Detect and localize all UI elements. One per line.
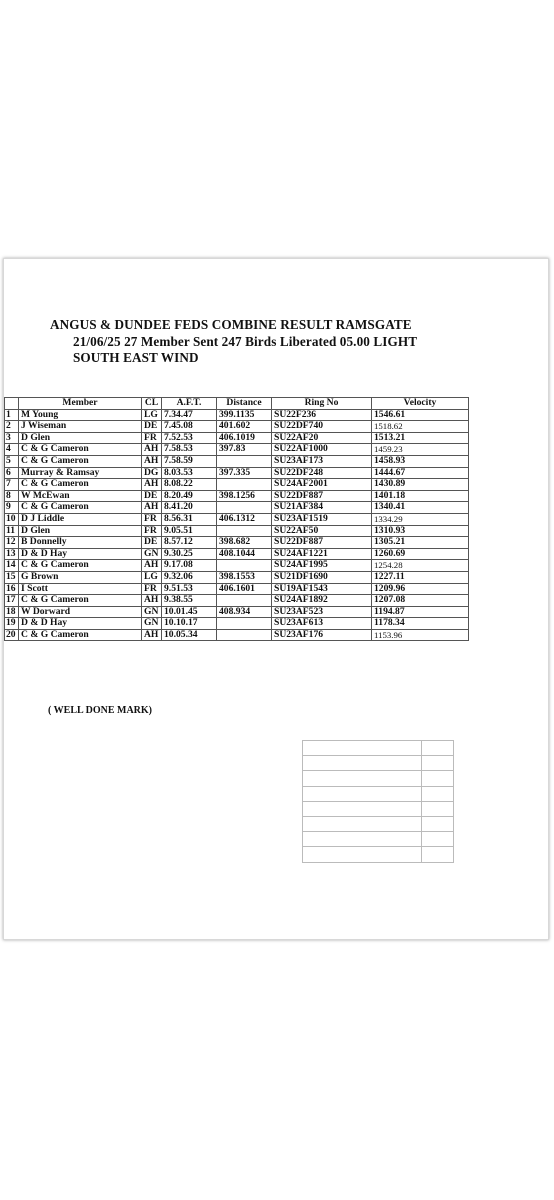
cell-aft: 7.34.47: [162, 409, 217, 421]
cell-distance: 408.1044: [217, 548, 272, 560]
cell-member: C & G Cameron: [19, 479, 142, 491]
cell-position: 8: [5, 490, 19, 502]
cell-cl: FR: [142, 583, 162, 595]
cell-velocity: 1227.11: [372, 571, 469, 583]
grid-cell: [422, 741, 454, 756]
heading-line-3: SOUTH EAST WIND: [73, 350, 199, 365]
cell-ring-no: SU22AF20: [272, 432, 372, 444]
header-ring-no: Ring No: [272, 398, 372, 410]
table-row: [5, 490, 469, 502]
cell-member: D Glen: [19, 432, 142, 444]
cell-position: 7: [5, 479, 19, 491]
table-row: [5, 595, 469, 607]
cell-ring-no: SU21DF1690: [272, 571, 372, 583]
grid-cell: [422, 771, 454, 786]
heading-line-1: ANGUS & DUNDEE FEDS COMBINE RESULT RAMSGATE: [50, 317, 412, 332]
table-row: [5, 629, 469, 641]
cell-distance: 406.1312: [217, 513, 272, 525]
cell-distance: [217, 618, 272, 630]
cell-position: 15: [5, 571, 19, 583]
cell-distance: [217, 629, 272, 641]
table-header-row: [5, 398, 469, 410]
table-row: [5, 571, 469, 583]
result-heading: [50, 317, 530, 367]
grid-cell: [422, 816, 454, 831]
table-row: [5, 409, 469, 421]
cell-velocity: 1430.89: [372, 479, 469, 491]
grid-row: [303, 801, 454, 816]
grid-cell: [303, 816, 422, 831]
cell-cl: GN: [142, 618, 162, 630]
grid-cell: [422, 847, 454, 862]
grid-cell: [303, 832, 422, 847]
cell-cl: FR: [142, 513, 162, 525]
grid-row: [303, 741, 454, 756]
cell-member: C & G Cameron: [19, 502, 142, 514]
cell-aft: 7.58.59: [162, 455, 217, 467]
cell-position: 17: [5, 595, 19, 607]
cell-position: 14: [5, 560, 19, 572]
cell-member: M Young: [19, 409, 142, 421]
cell-velocity: 1513.21: [372, 432, 469, 444]
cell-cl: AH: [142, 595, 162, 607]
header-member: Member: [19, 398, 142, 410]
cell-position: 6: [5, 467, 19, 479]
cell-aft: 9.51.53: [162, 583, 217, 595]
cell-distance: 406.1019: [217, 432, 272, 444]
cell-ring-no: SU23AF176: [272, 629, 372, 641]
grid-cell: [422, 801, 454, 816]
cell-aft: 10.10.17: [162, 618, 217, 630]
cell-aft: 9.05.51: [162, 525, 217, 537]
table-row: [5, 513, 469, 525]
header-aft: A.F.T.: [162, 398, 217, 410]
grid-cell: [303, 771, 422, 786]
grid-cell: [422, 832, 454, 847]
cell-ring-no: SU24AF1892: [272, 595, 372, 607]
cell-member: D & D Hay: [19, 618, 142, 630]
cell-position: 13: [5, 548, 19, 560]
table-row: [5, 618, 469, 630]
cell-aft: 8.03.53: [162, 467, 217, 479]
cell-velocity: 1458.93: [372, 455, 469, 467]
cell-aft: 9.17.08: [162, 560, 217, 572]
cell-distance: 398.1553: [217, 571, 272, 583]
cell-ring-no: SU23AF613: [272, 618, 372, 630]
grid-row: [303, 756, 454, 771]
cell-cl: GN: [142, 548, 162, 560]
cell-distance: [217, 595, 272, 607]
cell-cl: AH: [142, 560, 162, 572]
cell-velocity: 1459.23: [372, 444, 469, 456]
cell-member: D & D Hay: [19, 548, 142, 560]
cell-member: D Glen: [19, 525, 142, 537]
table-row: [5, 479, 469, 491]
cell-member: W Dorward: [19, 606, 142, 618]
cell-distance: 408.934: [217, 606, 272, 618]
table-row: [5, 548, 469, 560]
cell-ring-no: SU22DF248: [272, 467, 372, 479]
blank-grid: [302, 740, 454, 863]
cell-distance: 397.83: [217, 444, 272, 456]
cell-distance: [217, 455, 272, 467]
header-cl: CL: [142, 398, 162, 410]
cell-cl: GN: [142, 606, 162, 618]
cell-cl: DE: [142, 490, 162, 502]
cell-position: 12: [5, 537, 19, 549]
cell-ring-no: SU22AF1000: [272, 444, 372, 456]
grid-row: [303, 816, 454, 831]
cell-position: 3: [5, 432, 19, 444]
result-sheet: [3, 258, 549, 940]
grid-cell: [303, 756, 422, 771]
cell-member: G Brown: [19, 571, 142, 583]
cell-position: 9: [5, 502, 19, 514]
cell-velocity: 1310.93: [372, 525, 469, 537]
cell-distance: 401.602: [217, 421, 272, 433]
cell-ring-no: SU23AF1519: [272, 513, 372, 525]
cell-aft: 8.56.31: [162, 513, 217, 525]
cell-position: 10: [5, 513, 19, 525]
cell-distance: [217, 479, 272, 491]
cell-cl: FR: [142, 525, 162, 537]
cell-ring-no: SU22DF887: [272, 490, 372, 502]
cell-velocity: 1401.18: [372, 490, 469, 502]
cell-member: C & G Cameron: [19, 455, 142, 467]
cell-aft: 9.32.06: [162, 571, 217, 583]
cell-cl: AH: [142, 502, 162, 514]
cell-velocity: 1444.67: [372, 467, 469, 479]
grid-row: [303, 786, 454, 801]
cell-velocity: 1260.69: [372, 548, 469, 560]
cell-distance: 398.1256: [217, 490, 272, 502]
table-row: [5, 525, 469, 537]
cell-member: Murray & Ramsay: [19, 467, 142, 479]
cell-velocity: 1209.96: [372, 583, 469, 595]
cell-cl: DE: [142, 421, 162, 433]
table-row: [5, 467, 469, 479]
cell-aft: 9.38.55: [162, 595, 217, 607]
cell-aft: 7.58.53: [162, 444, 217, 456]
cell-member: C & G Cameron: [19, 560, 142, 572]
cell-velocity: 1340.41: [372, 502, 469, 514]
grid-row: [303, 832, 454, 847]
cell-distance: 406.1601: [217, 583, 272, 595]
table-row: [5, 560, 469, 572]
cell-ring-no: SU24AF2001: [272, 479, 372, 491]
cell-distance: 398.682: [217, 537, 272, 549]
cell-velocity: 1207.08: [372, 595, 469, 607]
cell-velocity: 1153.96: [372, 629, 469, 641]
cell-position: 19: [5, 618, 19, 630]
cell-velocity: 1178.34: [372, 618, 469, 630]
grid-cell: [303, 786, 422, 801]
cell-distance: 397.335: [217, 467, 272, 479]
cell-distance: 399.1135: [217, 409, 272, 421]
cell-ring-no: SU22DF887: [272, 537, 372, 549]
grid-row: [303, 847, 454, 862]
cell-position: 18: [5, 606, 19, 618]
cell-cl: AH: [142, 444, 162, 456]
cell-ring-no: SU24AF1221: [272, 548, 372, 560]
header-position: [5, 398, 19, 410]
cell-member: W McEwan: [19, 490, 142, 502]
cell-ring-no: SU24AF1995: [272, 560, 372, 572]
cell-cl: LG: [142, 409, 162, 421]
grid-cell: [303, 847, 422, 862]
well-done-note: ( WELL DONE MARK): [48, 705, 152, 716]
cell-member: D J Liddle: [19, 513, 142, 525]
cell-member: C & G Cameron: [19, 444, 142, 456]
cell-cl: AH: [142, 479, 162, 491]
table-row: [5, 455, 469, 467]
cell-member: C & G Cameron: [19, 629, 142, 641]
cell-position: 16: [5, 583, 19, 595]
cell-ring-no: SU22DF740: [272, 421, 372, 433]
cell-distance: [217, 525, 272, 537]
cell-aft: 8.41.20: [162, 502, 217, 514]
cell-position: 11: [5, 525, 19, 537]
cell-aft: 10.05.34: [162, 629, 217, 641]
cell-velocity: 1334.29: [372, 513, 469, 525]
cell-member: C & G Cameron: [19, 595, 142, 607]
cell-ring-no: SU19AF1543: [272, 583, 372, 595]
cell-aft: 7.52.53: [162, 432, 217, 444]
cell-member: J Wiseman: [19, 421, 142, 433]
cell-ring-no: SU23AF173: [272, 455, 372, 467]
cell-velocity: 1305.21: [372, 537, 469, 549]
cell-position: 20: [5, 629, 19, 641]
cell-position: 4: [5, 444, 19, 456]
cell-aft: 9.30.25: [162, 548, 217, 560]
cell-distance: [217, 560, 272, 572]
cell-distance: [217, 502, 272, 514]
cell-aft: 8.57.12: [162, 537, 217, 549]
heading-line-2: 21/06/25 27 Member Sent 247 Birds Liberated 05.00 LIGHT: [73, 333, 418, 349]
cell-aft: 8.20.49: [162, 490, 217, 502]
cell-velocity: 1518.62: [372, 421, 469, 433]
cell-ring-no: SU22AF50: [272, 525, 372, 537]
grid-cell: [303, 741, 422, 756]
table-row: [5, 421, 469, 433]
table-row: [5, 583, 469, 595]
cell-cl: FR: [142, 432, 162, 444]
table-row: [5, 502, 469, 514]
cell-cl: DG: [142, 467, 162, 479]
cell-velocity: 1194.87: [372, 606, 469, 618]
cell-position: 2: [5, 421, 19, 433]
table-row: [5, 444, 469, 456]
cell-aft: 7.45.08: [162, 421, 217, 433]
table-row: [5, 606, 469, 618]
cell-cl: AH: [142, 455, 162, 467]
cell-ring-no: SU23AF523: [272, 606, 372, 618]
table-row: [5, 432, 469, 444]
grid-row: [303, 771, 454, 786]
cell-aft: 8.08.22: [162, 479, 217, 491]
cell-cl: LG: [142, 571, 162, 583]
cell-ring-no: SU22F236: [272, 409, 372, 421]
cell-position: 5: [5, 455, 19, 467]
cell-velocity: 1254.28: [372, 560, 469, 572]
cell-velocity: 1546.61: [372, 409, 469, 421]
grid-cell: [303, 801, 422, 816]
cell-member: B Donnelly: [19, 537, 142, 549]
cell-position: 1: [5, 409, 19, 421]
cell-cl: AH: [142, 629, 162, 641]
grid-cell: [422, 786, 454, 801]
cell-member: I Scott: [19, 583, 142, 595]
header-distance: Distance: [217, 398, 272, 410]
results-table: [4, 397, 469, 641]
table-row: [5, 537, 469, 549]
cell-ring-no: SU21AF384: [272, 502, 372, 514]
cell-cl: DE: [142, 537, 162, 549]
header-velocity: Velocity: [372, 398, 469, 410]
grid-cell: [422, 756, 454, 771]
cell-aft: 10.01.45: [162, 606, 217, 618]
